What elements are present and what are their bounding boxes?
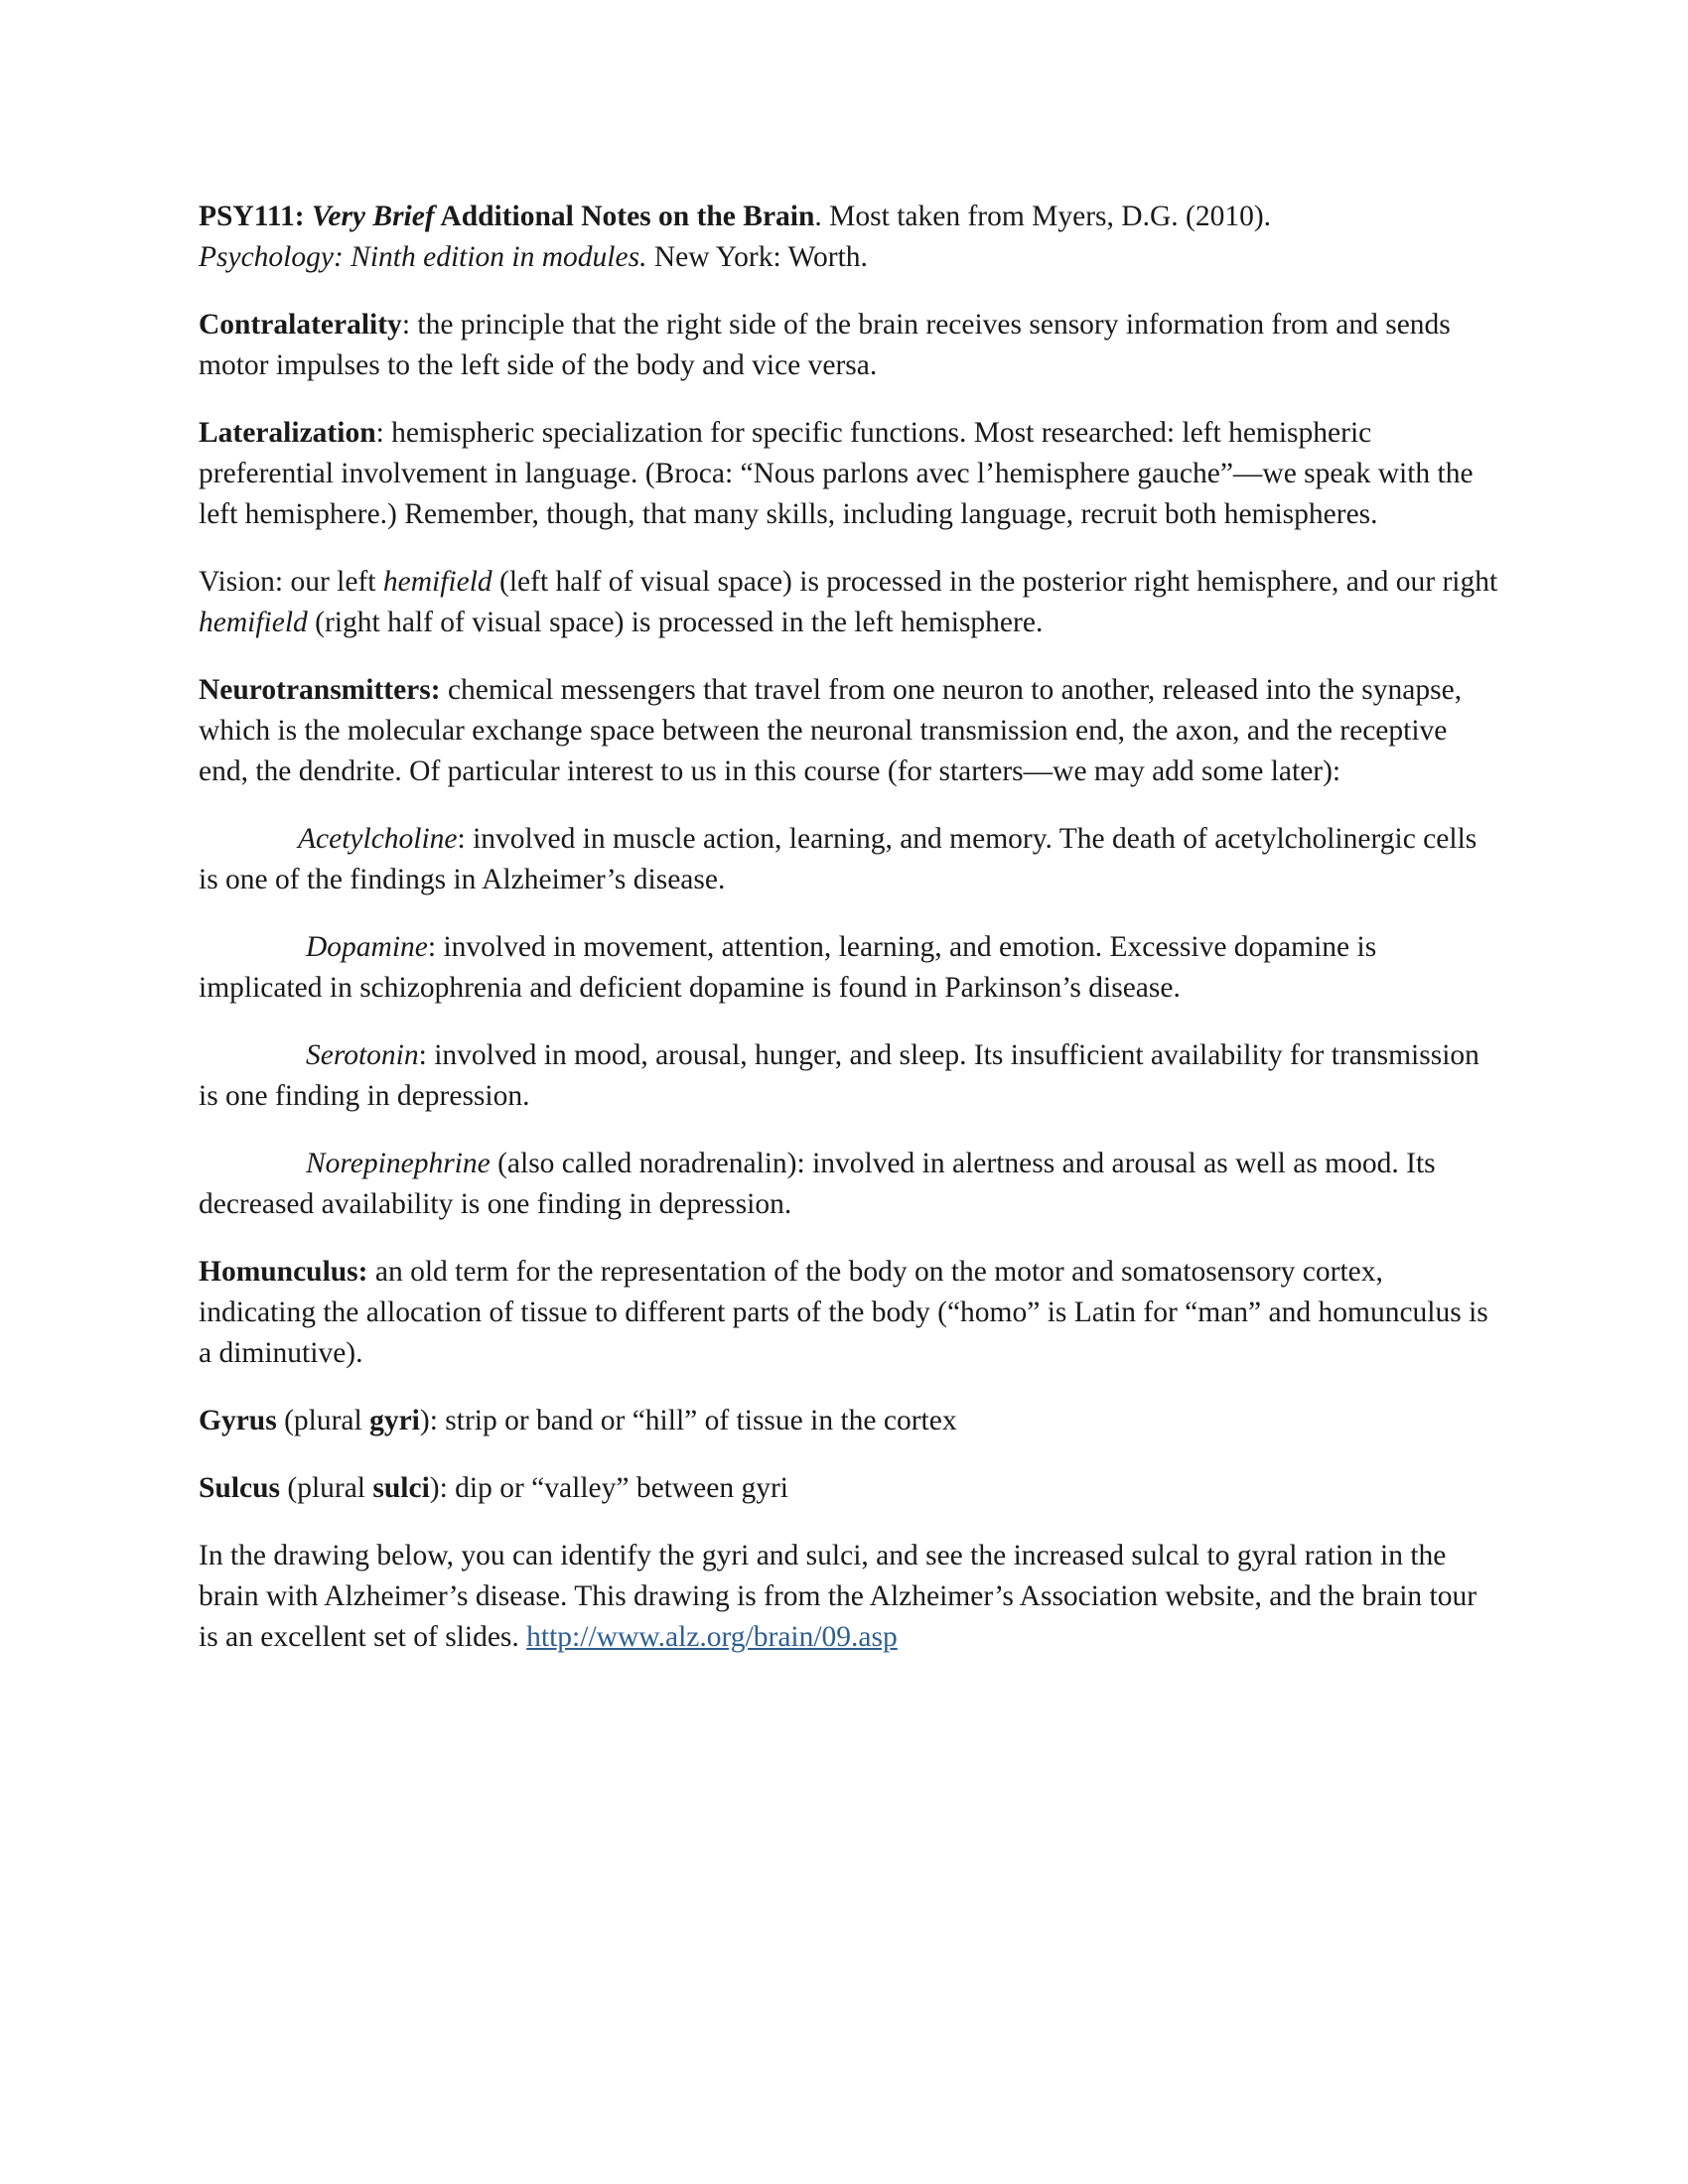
vision-text-2: (left half of visual space) is processed in the posterior right hemisphere, and our right (492, 566, 1498, 598)
document-title: Additional Notes on the Brain (434, 201, 815, 232)
lateralization-term: Lateralization (199, 417, 376, 449)
acetylcholine-paragraph (199, 819, 1499, 900)
alz-brain-tour-link[interactable]: http://www.alz.org/brain/09.asp (526, 1621, 898, 1653)
drawing-note-paragraph (199, 1536, 1499, 1658)
vision-text-1: Vision: our left (199, 566, 383, 598)
source-citation: . Most taken from Myers, D.G. (2010). (814, 201, 1272, 232)
publisher: New York: Worth. (646, 241, 868, 273)
drawing-note-text: In the drawing below, you can identify the gyri and sulci, and see the increased sulcal to gyral ration in the brain with Alzheimer’s disease. This drawing is from the Alzheimer’s Association website, and the brain tour is an excellent set of slides. (199, 1540, 1477, 1653)
acetylcholine-text: : involved in muscle action, learning, and memory. The death of acetylcholinergic cells is one of the findings in Alzheimer’s disease. (199, 823, 1477, 895)
sulcus-term: Sulcus (199, 1472, 280, 1504)
dopamine-text: : involved in movement, attention, learning, and emotion. Excessive dopamine is implicated in schizophrenia and deficient dopamine is found in Parkinson’s disease. (199, 931, 1377, 1004)
homunculus-paragraph (199, 1252, 1499, 1374)
vision-text-3: (right half of visual space) is processed in the left hemisphere. (307, 607, 1044, 638)
book-title: Psychology: Ninth edition in modules. (199, 241, 647, 273)
sulcus-plural-prefix: (plural (280, 1472, 373, 1504)
serotonin-term: Serotonin (306, 1039, 419, 1071)
title-emphasis: Very Brief (311, 201, 435, 232)
acetylcholine-term: Acetylcholine (298, 823, 458, 855)
header-paragraph (199, 197, 1499, 278)
gyrus-paragraph (199, 1401, 1499, 1441)
sulcus-paragraph (199, 1468, 1499, 1509)
serotonin-text: : involved in mood, arousal, hunger, and sleep. Its insufficient availability for transmission is one finding in depression. (199, 1039, 1479, 1112)
norepinephrine-paragraph (199, 1144, 1499, 1225)
contralaterality-paragraph (199, 305, 1499, 386)
gyrus-text: ): strip or band or “hill” of tissue in the cortex (419, 1405, 957, 1436)
sulci-term: sulci (372, 1472, 430, 1504)
homunculus-text: an old term for the representation of the body on the motor and somatosensory cortex, indicating the allocation of tissue to different parts of the body (“homo” is Latin for “man” and homunculus is a diminutive). (199, 1256, 1488, 1369)
contralaterality-term: Contralaterality (199, 309, 402, 341)
gyrus-term: Gyrus (199, 1405, 277, 1436)
neurotransmitters-text: chemical messengers that travel from one neuron to another, released into the synapse, which is the molecular exchange space between the neuronal transmission end, the axon, and the receptive end, the dendrite. Of particular interest to us in this course (for starters—we may add some later): (199, 674, 1463, 787)
hemifield-term-2: hemifield (199, 607, 308, 638)
norepinephrine-text: (also called noradrenalin): involved in alertness and arousal as well as mood. Its decreased availability is one finding in depression. (199, 1148, 1436, 1220)
hemifield-term-1: hemifield (382, 566, 492, 598)
neurotransmitters-paragraph (199, 670, 1499, 792)
vision-paragraph (199, 562, 1499, 643)
homunculus-term: Homunculus: (199, 1256, 368, 1288)
dopamine-paragraph (199, 927, 1499, 1009)
gyri-term: gyri (369, 1405, 420, 1436)
document-page (199, 197, 1499, 1685)
course-code: PSY111: (199, 201, 305, 232)
contralaterality-text: : the principle that the right side of the brain receives sensory information from and sends motor impulses to the left side of the body and vice versa. (199, 309, 1451, 381)
lateralization-text: : hemispheric specialization for specific functions. Most researched: left hemispheric preferential involvement in language. (Broca: “Nous parlons avec l’hemisphere gauche”—we speak with the left hemisphere.) Remember, though, that many skills, including language, recruit both hemispheres. (199, 417, 1474, 530)
norepinephrine-term: Norepinephrine (306, 1148, 491, 1179)
dopamine-term: Dopamine (306, 931, 428, 963)
serotonin-paragraph (199, 1035, 1499, 1117)
neurotransmitters-term: Neurotransmitters: (199, 674, 441, 706)
lateralization-paragraph (199, 413, 1499, 535)
gyrus-plural-prefix: (plural (276, 1405, 370, 1436)
sulcus-text: ): dip or “valley” between gyri (429, 1472, 788, 1504)
